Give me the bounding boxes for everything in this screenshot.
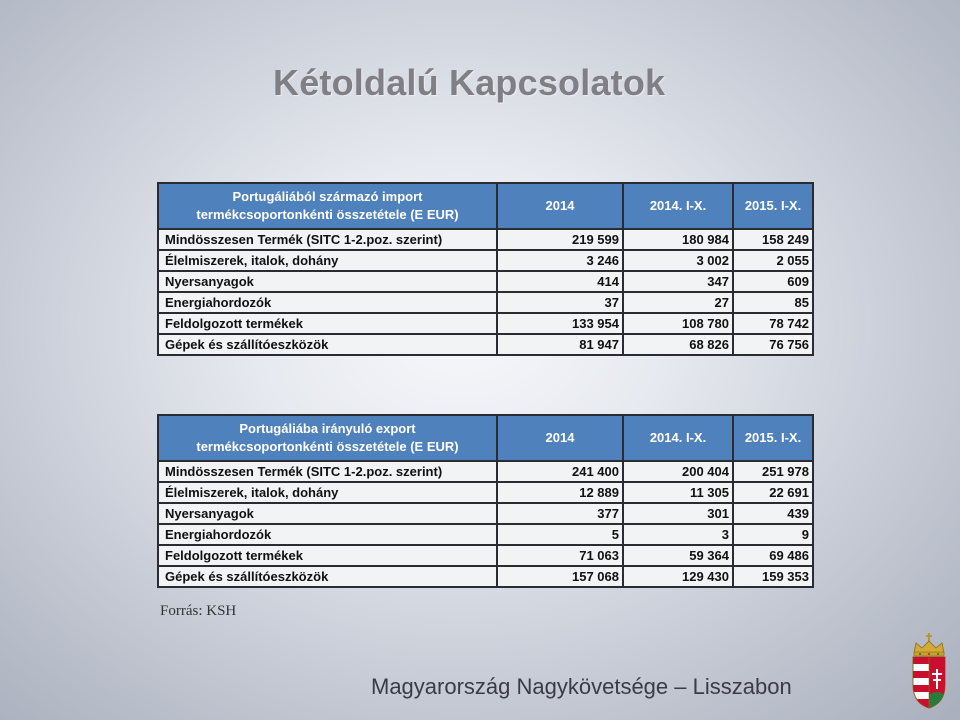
table-row	[158, 250, 813, 271]
cell-value: 3 002	[623, 250, 733, 271]
cell-value: 37	[497, 292, 623, 313]
cell-value: 158 249	[733, 229, 813, 250]
cell-value: 159 353	[733, 566, 813, 587]
column-header-2014: 2014	[497, 183, 623, 229]
table-row	[158, 313, 813, 334]
cell-value: 439	[733, 503, 813, 524]
row-label: Mindösszesen Termék (SITC 1-2.poz. szerint)	[158, 461, 497, 482]
row-label: Feldolgozott termékek	[158, 545, 497, 566]
cell-value: 3 246	[497, 250, 623, 271]
column-header-2014: 2014	[497, 415, 623, 461]
export-table	[157, 414, 814, 588]
cell-value: 414	[497, 271, 623, 292]
row-label: Élelmiszerek, italok, dohány	[158, 482, 497, 503]
row-label: Feldolgozott termékek	[158, 313, 497, 334]
row-label: Gépek és szállítóeszközök	[158, 334, 497, 355]
table-row	[158, 271, 813, 292]
cell-value: 241 400	[497, 461, 623, 482]
export-title-line1: Portugáliába irányuló export	[239, 421, 416, 436]
row-label: Gépek és szállítóeszközök	[158, 566, 497, 587]
column-header-2014-i-x: 2014. I-X.	[623, 415, 733, 461]
cell-value: 22 691	[733, 482, 813, 503]
cell-value: 3	[623, 524, 733, 545]
cell-value: 180 984	[623, 229, 733, 250]
cell-value: 85	[733, 292, 813, 313]
cell-value: 133 954	[497, 313, 623, 334]
table-row	[158, 566, 813, 587]
import-title-line2: termékcsoportonkénti összetétele (E EUR)	[196, 207, 459, 222]
cell-value: 69 486	[733, 545, 813, 566]
column-header-2015-i-x: 2015. I-X.	[733, 415, 813, 461]
cell-value: 200 404	[623, 461, 733, 482]
import-header-row	[158, 183, 813, 229]
cell-value: 76 756	[733, 334, 813, 355]
table-row	[158, 545, 813, 566]
column-header-2015-i-x: 2015. I-X.	[733, 183, 813, 229]
cell-value: 68 826	[623, 334, 733, 355]
cell-value: 9	[733, 524, 813, 545]
cell-value: 251 978	[733, 461, 813, 482]
cell-value: 78 742	[733, 313, 813, 334]
hungary-coat-of-arms-icon	[910, 633, 948, 709]
cell-value: 5	[497, 524, 623, 545]
row-label: Energiahordozók	[158, 524, 497, 545]
cell-value: 609	[733, 271, 813, 292]
row-label: Energiahordozók	[158, 292, 497, 313]
row-label: Nyersanyagok	[158, 271, 497, 292]
cell-value: 2 055	[733, 250, 813, 271]
table-row	[158, 503, 813, 524]
cell-value: 11 305	[623, 482, 733, 503]
import-table	[157, 182, 814, 356]
cell-value: 157 068	[497, 566, 623, 587]
table-row	[158, 334, 813, 355]
cell-value: 301	[623, 503, 733, 524]
source-note: Forrás: KSH	[160, 603, 237, 619]
cell-value: 219 599	[497, 229, 623, 250]
column-header-2014-i-x: 2014. I-X.	[623, 183, 733, 229]
cell-value: 108 780	[623, 313, 733, 334]
table-row	[158, 482, 813, 503]
cell-value: 12 889	[497, 482, 623, 503]
import-table-title	[158, 183, 497, 229]
row-label: Nyersanyagok	[158, 503, 497, 524]
table-row	[158, 461, 813, 482]
table-row	[158, 292, 813, 313]
cell-value: 81 947	[497, 334, 623, 355]
row-label: Élelmiszerek, italok, dohány	[158, 250, 497, 271]
footer-embassy: Magyarország Nagykövetsége – Lisszabon	[371, 674, 792, 699]
export-title-line2: termékcsoportonkénti összetétele (E EUR)	[196, 439, 459, 454]
cell-value: 347	[623, 271, 733, 292]
row-label: Mindösszesen Termék (SITC 1-2.poz. szerint)	[158, 229, 497, 250]
export-header-row	[158, 415, 813, 461]
import-title-line1: Portugáliából származó import	[232, 189, 423, 204]
table-row	[158, 524, 813, 545]
cell-value: 377	[497, 503, 623, 524]
table-row	[158, 229, 813, 250]
cell-value: 27	[623, 292, 733, 313]
cell-value: 71 063	[497, 545, 623, 566]
cell-value: 129 430	[623, 566, 733, 587]
cell-value: 59 364	[623, 545, 733, 566]
export-table-title	[158, 415, 497, 461]
page-title: Kétoldalú Kapcsolatok	[273, 62, 666, 103]
